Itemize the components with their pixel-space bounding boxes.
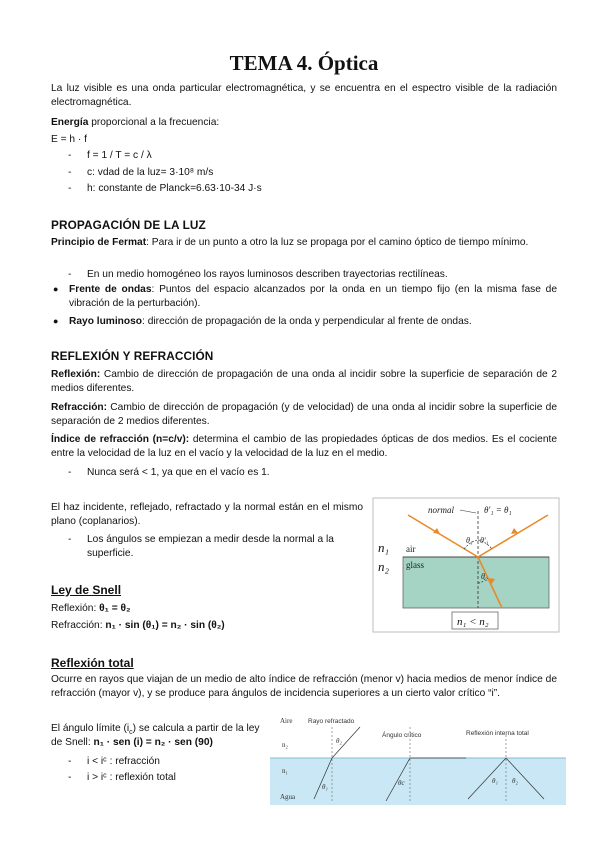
energy-line (51, 116, 557, 130)
snell-reflection: Reflexión: θ₁ = θ₂ (51, 603, 131, 614)
energy-label: Energía (51, 117, 89, 128)
glass-label: glass (406, 560, 424, 570)
section-heading-reflection: REFLEXIÓN Y REFRACCIÓN (51, 349, 214, 363)
section-heading-snell: Ley de Snell (51, 583, 122, 597)
normal-label: normal (428, 505, 455, 515)
n1-label: n₁ (378, 540, 390, 555)
inequality-label: n₁ < n₂ (457, 616, 489, 628)
ray2-ic: θc (398, 779, 405, 787)
page-title: TEMA 4. Óptica (229, 51, 379, 75)
n1-label: n₁ (282, 767, 288, 775)
ray1-theta2: θ₂ (336, 737, 342, 745)
index-paragraph: Índice de refracción (n=c/v): determina el cambio de las propiedades ópticas de dos medios. Es el cociente entre la velocidad de la luz en el vacío y la velocidad de la luz en el medio. (51, 434, 557, 459)
fermat-text: : Para ir de un punto a otro la luz se propaga por el camino óptico de tiempo mínimo. (146, 237, 529, 248)
energy-formula: E = h · f (51, 134, 87, 145)
snell-refraction: Refracción: n₁ · sin (θ₁) = n₂ · sin (θ₂) (51, 620, 225, 631)
agua-label: Agua (280, 793, 296, 801)
total-paragraph: Ocurre en rayos que viajan de un medio de alto índice de refracción (menor v) hacia medios de menor índice de refracción (mayor v), y se produce para ángulos de incidencia superiores a un cierto valor crítico “i”. (51, 674, 557, 699)
reflexion-label: Reflexión interna total (466, 730, 529, 737)
ray3-theta2: θ₂ (512, 777, 518, 785)
air-label: air (406, 544, 416, 554)
glass-block (403, 557, 549, 608)
ray1-theta1: θ₁ (322, 783, 328, 791)
refraccion-paragraph: Refracción: Cambio de dirección de propagación (y de velocidad) de una onda al incidir sobre la superficie de separación de 2 medios diferentes. (51, 402, 557, 427)
fermat-paragraph (51, 236, 557, 250)
energy-text: proporcional a la frecuencia: (88, 117, 220, 128)
total-reflection-diagram (270, 713, 566, 805)
intro-paragraph: La luz visible es una onda particular electromagnética, y se encuentra en el espectro visible de la radiación electromagnética. (51, 83, 557, 108)
ray3-theta1: θ₁ (492, 777, 498, 785)
rayo-label: Rayo refractado (308, 718, 355, 725)
angulo-label: Ángulo crítico (382, 732, 422, 739)
section-heading-total: Reflexión total (51, 656, 134, 670)
theta2-label: θ₂ (481, 572, 488, 581)
plane-paragraph: El haz incidente, reflejado, refractado y la normal están en el mismo plano (coplanarios). (51, 502, 363, 527)
reflexion-paragraph: Reflexión: Cambio de dirección de propagación de una onda al incidir sobre la superficie de separación de 2 medios diferentes. (51, 369, 557, 394)
limit-paragraph: El ángulo límite $(i_c)$ se calcula a partir de la ley de Snell: n₁ · sen (i) = n₂ · sen (90) (51, 723, 260, 748)
n2-label: n₂ (282, 741, 288, 749)
aire-label: Aire (280, 717, 293, 725)
section-heading-propagation: PROPAGACIÓN DE LA LUZ (51, 218, 206, 232)
n2-label: n₂ (378, 559, 390, 574)
theta1p-label: θ'₁ (480, 536, 489, 545)
refraction-diagram (372, 497, 560, 633)
theta-equal-label: θ'₁ = θ₁ (484, 505, 512, 515)
theta1-label: θ₁ (466, 536, 473, 545)
fermat-label: Principio de Fermat (51, 237, 147, 248)
